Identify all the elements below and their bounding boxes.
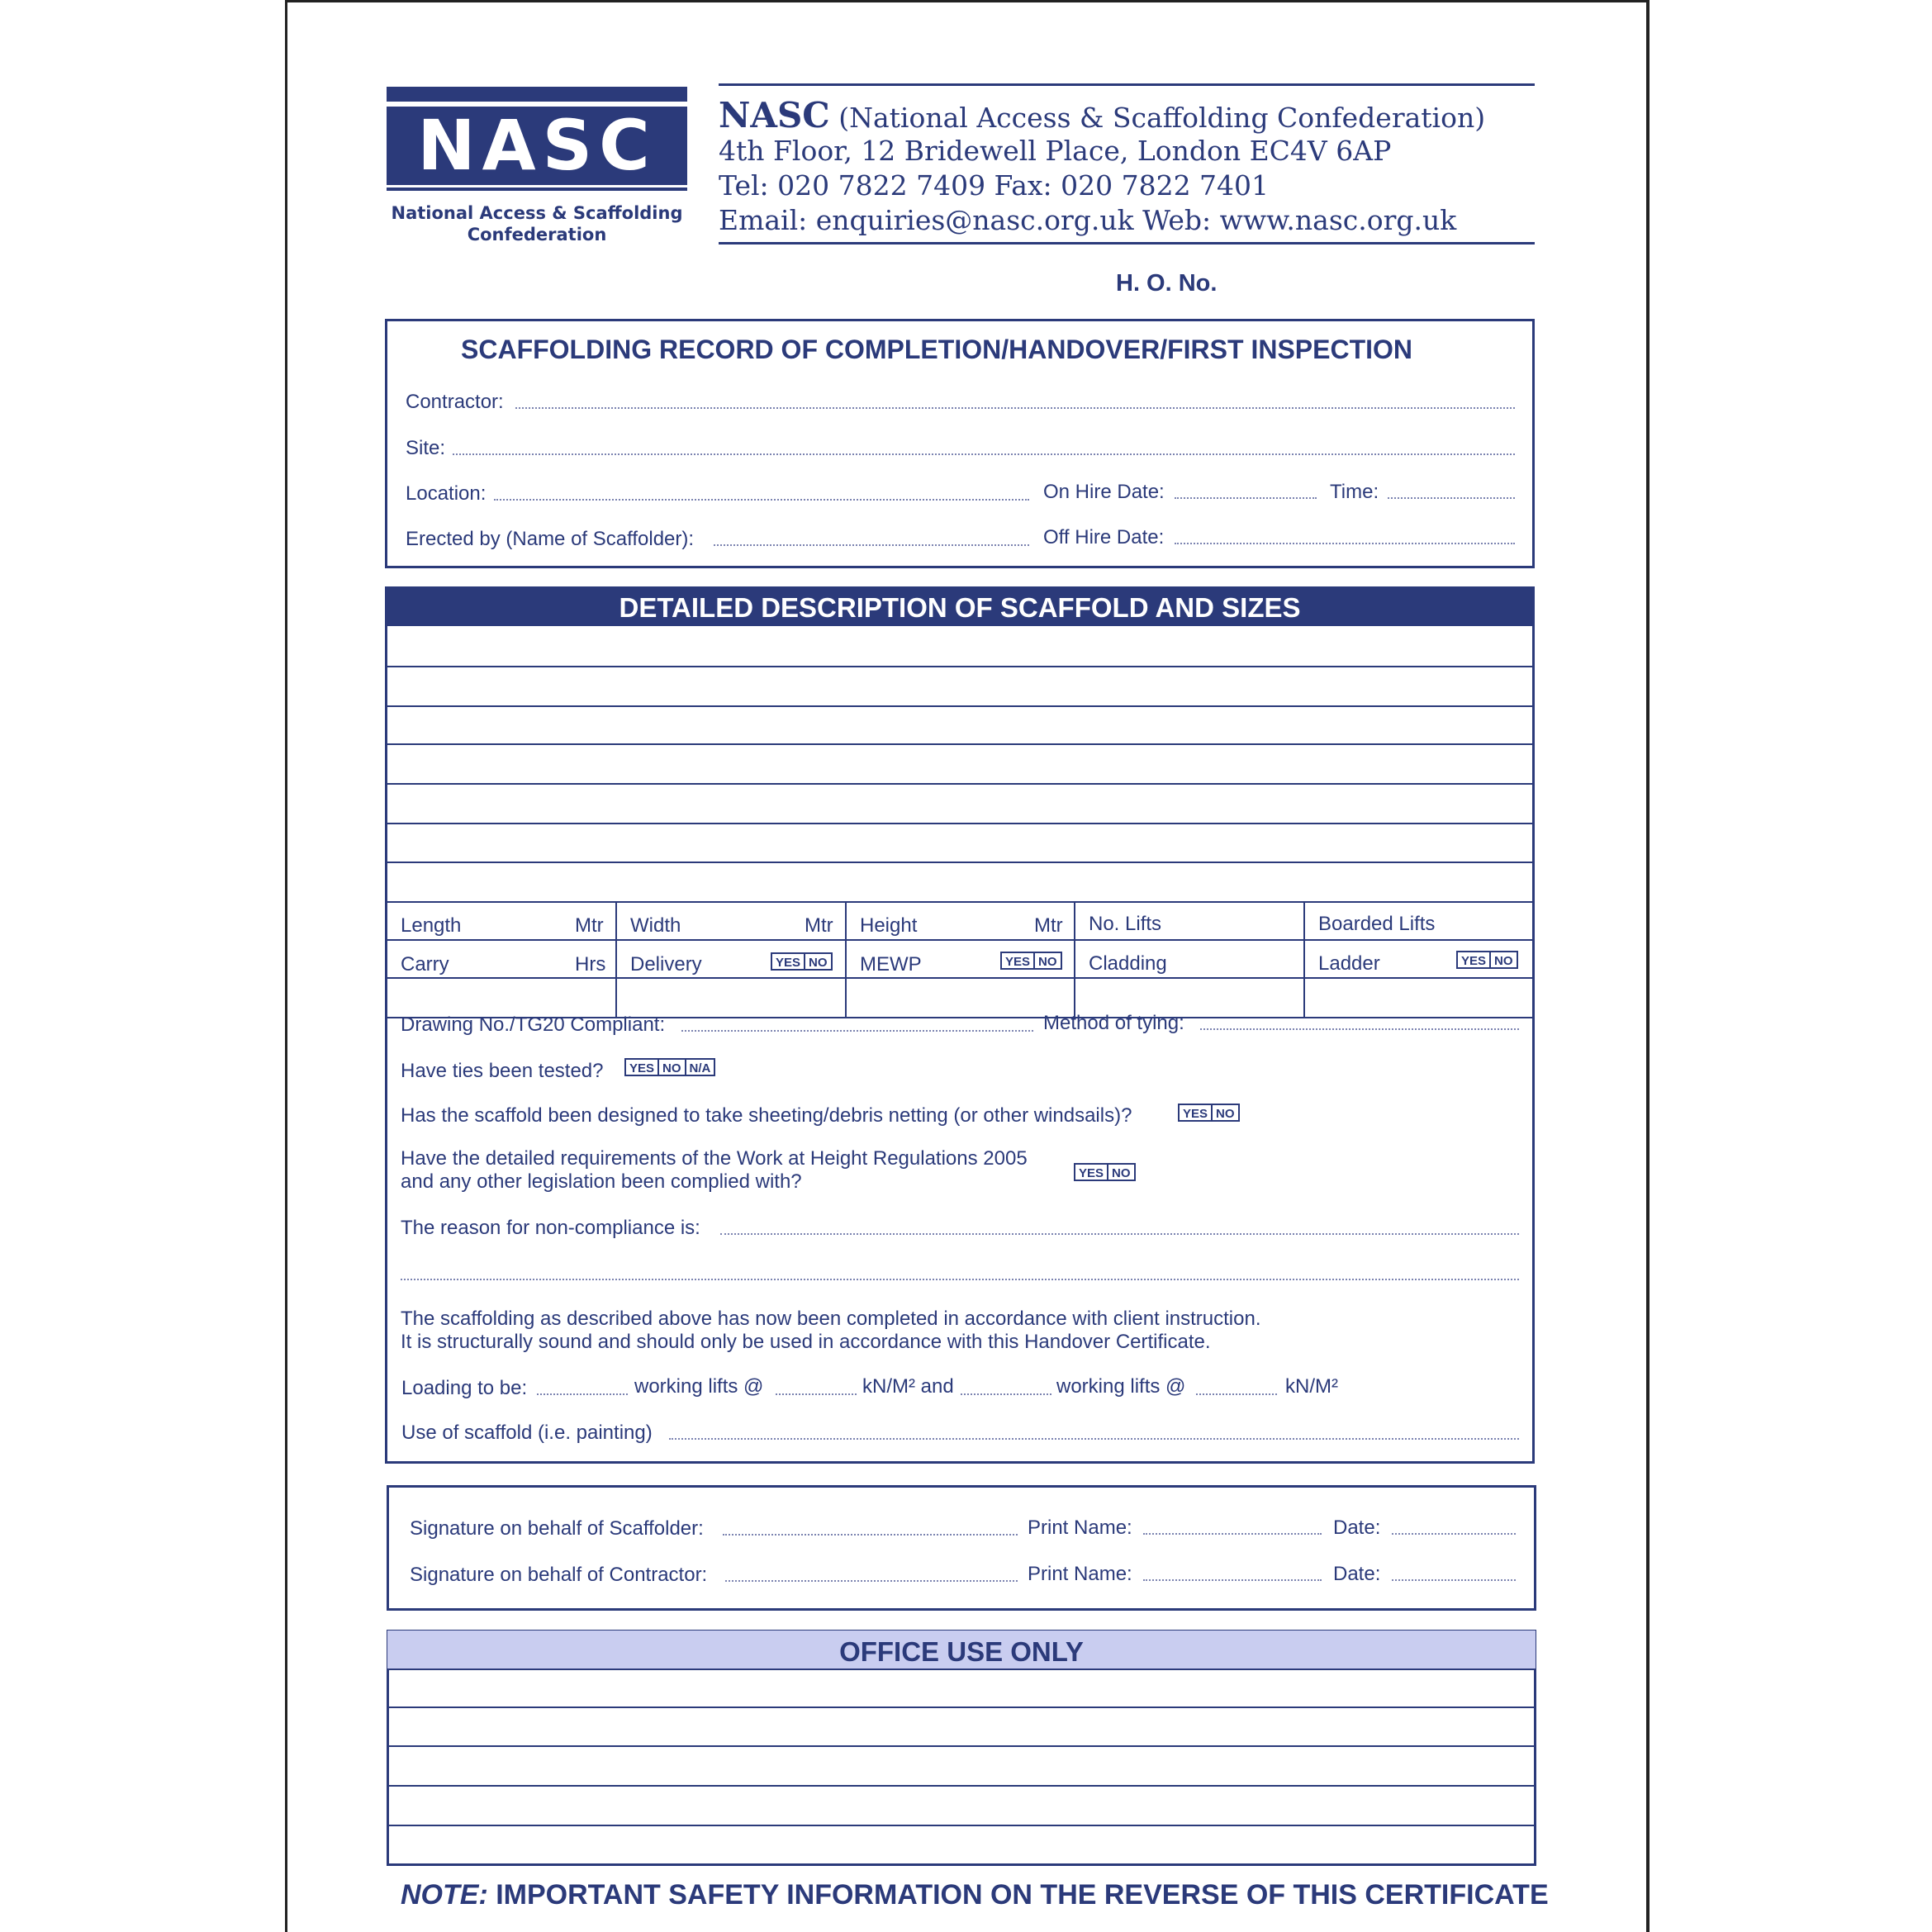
location-field[interactable] xyxy=(494,499,1029,501)
ties-tested-label: Have ties been tested? xyxy=(401,1060,604,1082)
description-line[interactable] xyxy=(385,783,1535,785)
header-address: 4th Floor, 12 Bridewell Place, London EC4V 6AP xyxy=(719,135,1392,167)
na-option[interactable]: N/A xyxy=(689,1061,711,1075)
load-value-field-2[interactable] xyxy=(1196,1393,1277,1395)
ties-tested-yes-no-na[interactable] xyxy=(624,1058,715,1076)
no-lifts-label: No. Lifts xyxy=(1089,913,1162,935)
height-unit: Mtr xyxy=(1034,914,1063,937)
length-label: Length xyxy=(401,914,462,937)
drawing-label: Drawing No./TG20 Compliant: xyxy=(401,1013,666,1036)
delivery-label: Delivery xyxy=(630,953,702,975)
contractor-field[interactable] xyxy=(515,407,1515,409)
off-hire-date-label: Off Hire Date: xyxy=(1043,526,1165,548)
yes-option[interactable]: YES xyxy=(772,954,805,969)
sizes-grid-divider xyxy=(615,901,617,1017)
logo-subtitle xyxy=(378,202,695,245)
office-use-line[interactable] xyxy=(387,1785,1536,1787)
non-compliance-label: The reason for non-compliance is: xyxy=(401,1217,700,1239)
no-option[interactable]: NO xyxy=(1038,955,1057,969)
description-line[interactable] xyxy=(385,823,1535,824)
on-hire-date-label: On Hire Date: xyxy=(1043,481,1165,503)
loading-label: Loading to be: xyxy=(401,1377,528,1399)
regulations-yes-no[interactable] xyxy=(1074,1163,1136,1181)
ladder-yes-no[interactable] xyxy=(1456,951,1518,969)
logo-top-bar xyxy=(387,87,687,102)
no-option[interactable]: NO xyxy=(1216,1107,1235,1121)
sheeting-label: Has the scaffold been designed to take sheeting/debris netting (or other windsails)? xyxy=(401,1104,1132,1127)
carry-label: Carry xyxy=(401,953,449,975)
description-line[interactable] xyxy=(385,666,1535,667)
sizes-grid-divider xyxy=(845,901,847,1017)
kn-label: kN/M² xyxy=(1285,1375,1338,1398)
site-label: Site: xyxy=(406,437,446,459)
non-compliance-field-line2[interactable] xyxy=(401,1279,1519,1280)
form-sheet xyxy=(285,0,1650,1932)
office-use-line[interactable] xyxy=(387,1707,1536,1708)
use-of-scaffold-label: Use of scaffold (i.e. painting) xyxy=(401,1422,653,1444)
no-option[interactable]: NO xyxy=(659,1060,686,1075)
load-value-field-1[interactable] xyxy=(776,1393,857,1395)
loading-field-2[interactable] xyxy=(961,1393,1051,1395)
no-option[interactable]: NO xyxy=(1112,1166,1131,1180)
sheeting-yes-no[interactable] xyxy=(1178,1104,1240,1122)
scaffolder-signature-label: Signature on behalf of Scaffolder: xyxy=(410,1517,704,1540)
working-lifts-label-2: working lifts @ xyxy=(1056,1375,1186,1398)
sizes-grid-top xyxy=(385,939,1535,941)
sizes-grid-divider xyxy=(1303,901,1305,1017)
signature-box xyxy=(387,1485,1536,1611)
completion-statement-line2: It is structurally sound and should only be used in accordance with this Handover Certificate. xyxy=(401,1331,1211,1353)
header-contact: Email: enquiries@nasc.org.uk Web: www.nasc.org.uk xyxy=(719,204,1457,236)
height-label: Height xyxy=(860,914,918,937)
regulations-label-line2: and any other legislation been complied with? xyxy=(401,1170,802,1193)
ladder-label: Ladder xyxy=(1318,952,1380,975)
contractor-signature-field[interactable] xyxy=(725,1580,1018,1582)
yes-option[interactable]: YES xyxy=(1002,953,1035,968)
yes-option[interactable]: YES xyxy=(1075,1165,1108,1180)
office-use-line[interactable] xyxy=(387,1745,1536,1747)
logo-bottom-bar xyxy=(387,188,687,191)
time-label: Time: xyxy=(1330,481,1379,503)
description-line[interactable] xyxy=(385,743,1535,745)
contractor-print-name-label: Print Name: xyxy=(1028,1563,1132,1585)
scaffolder-print-name-field[interactable] xyxy=(1143,1533,1322,1535)
yes-option[interactable]: YES xyxy=(1180,1105,1213,1120)
contractor-date-label: Date: xyxy=(1333,1563,1381,1585)
working-lifts-label-1: working lifts @ xyxy=(634,1375,764,1398)
kn-and-label: kN/M² and xyxy=(862,1375,954,1398)
header-top-rule xyxy=(719,83,1535,86)
logo-wordmark: NASC xyxy=(387,107,687,185)
description-line[interactable] xyxy=(385,901,1535,903)
header-org-line xyxy=(719,95,1485,135)
scaffolder-date-field[interactable] xyxy=(1392,1533,1516,1535)
office-use-line[interactable] xyxy=(387,1825,1536,1826)
scaffolder-date-label: Date: xyxy=(1333,1517,1381,1539)
contractor-date-field[interactable] xyxy=(1392,1579,1516,1581)
yes-option[interactable]: YES xyxy=(1458,952,1491,967)
tying-label: Method of tying: xyxy=(1043,1012,1184,1034)
header-org-full: (National Access & Scaffolding Confederation) xyxy=(838,102,1486,134)
sizes-grid-middle xyxy=(385,977,1535,979)
ho-number-label: H. O. No. xyxy=(1116,270,1218,297)
office-band-bottom xyxy=(387,1669,1536,1670)
regulations-label-line1: Have the detailed requirements of the Work at Height Regulations 2005 xyxy=(401,1147,1028,1170)
description-line[interactable] xyxy=(385,862,1535,863)
delivery-yes-no[interactable] xyxy=(771,952,833,971)
footer-note xyxy=(401,1879,1549,1911)
cladding-label: Cladding xyxy=(1089,952,1167,975)
erected-by-label: Erected by (Name of Scaffolder): xyxy=(406,528,695,550)
no-option[interactable]: NO xyxy=(1494,954,1513,968)
contractor-label: Contractor: xyxy=(406,391,504,413)
on-hire-date-field[interactable] xyxy=(1175,497,1317,499)
contractor-signature-label: Signature on behalf of Contractor: xyxy=(410,1564,708,1586)
drawing-field[interactable] xyxy=(681,1030,1033,1032)
location-label: Location: xyxy=(406,482,487,505)
carry-unit: Hrs xyxy=(575,953,606,975)
sizes-grid-divider xyxy=(1074,901,1075,1017)
use-of-scaffold-field[interactable] xyxy=(669,1438,1519,1440)
mewp-label: MEWP xyxy=(860,953,922,975)
header-bottom-rule xyxy=(719,242,1535,244)
scaffolder-print-name-label: Print Name: xyxy=(1028,1517,1132,1539)
loading-field-1[interactable] xyxy=(537,1393,628,1395)
width-label: Width xyxy=(630,914,681,937)
tying-field[interactable] xyxy=(1200,1028,1519,1030)
footer-note-text: IMPORTANT SAFETY INFORMATION ON THE REVERSE OF THIS CERTIFICATE xyxy=(496,1879,1549,1911)
erected-by-field[interactable] xyxy=(714,544,1029,546)
site-field[interactable] xyxy=(453,453,1515,455)
header-phone: Tel: 020 7822 7409 Fax: 020 7822 7401 xyxy=(719,169,1270,202)
office-use-title-band: OFFICE USE ONLY xyxy=(387,1631,1536,1669)
boarded-lifts-label: Boarded Lifts xyxy=(1318,913,1436,935)
non-compliance-field[interactable] xyxy=(720,1233,1519,1235)
scaffolder-signature-field[interactable] xyxy=(723,1534,1018,1536)
time-field[interactable] xyxy=(1388,497,1515,499)
logo-subtitle-line1: National Access & Scaffolding xyxy=(391,203,683,223)
contractor-print-name-field[interactable] xyxy=(1143,1579,1322,1581)
description-title-band: DETAILED DESCRIPTION OF SCAFFOLD AND SIZES xyxy=(385,586,1535,626)
description-line[interactable] xyxy=(385,705,1535,707)
header-org-short: NASC xyxy=(719,95,830,135)
off-hire-date-field[interactable] xyxy=(1175,543,1515,544)
length-unit: Mtr xyxy=(575,914,604,937)
no-option[interactable]: NO xyxy=(809,956,828,970)
footer-note-prefix: NOTE: xyxy=(401,1879,488,1911)
logo-subtitle-line2: Confederation xyxy=(467,225,607,244)
width-unit: Mtr xyxy=(805,914,833,937)
yes-option[interactable]: YES xyxy=(626,1060,659,1075)
mewp-yes-no[interactable] xyxy=(1000,952,1062,970)
completion-statement-line1: The scaffolding as described above has now been completed in accordance with client instruction. xyxy=(401,1308,1261,1330)
record-title: SCAFFOLDING RECORD OF COMPLETION/HANDOVER/FIRST INSPECTION xyxy=(461,335,1413,364)
